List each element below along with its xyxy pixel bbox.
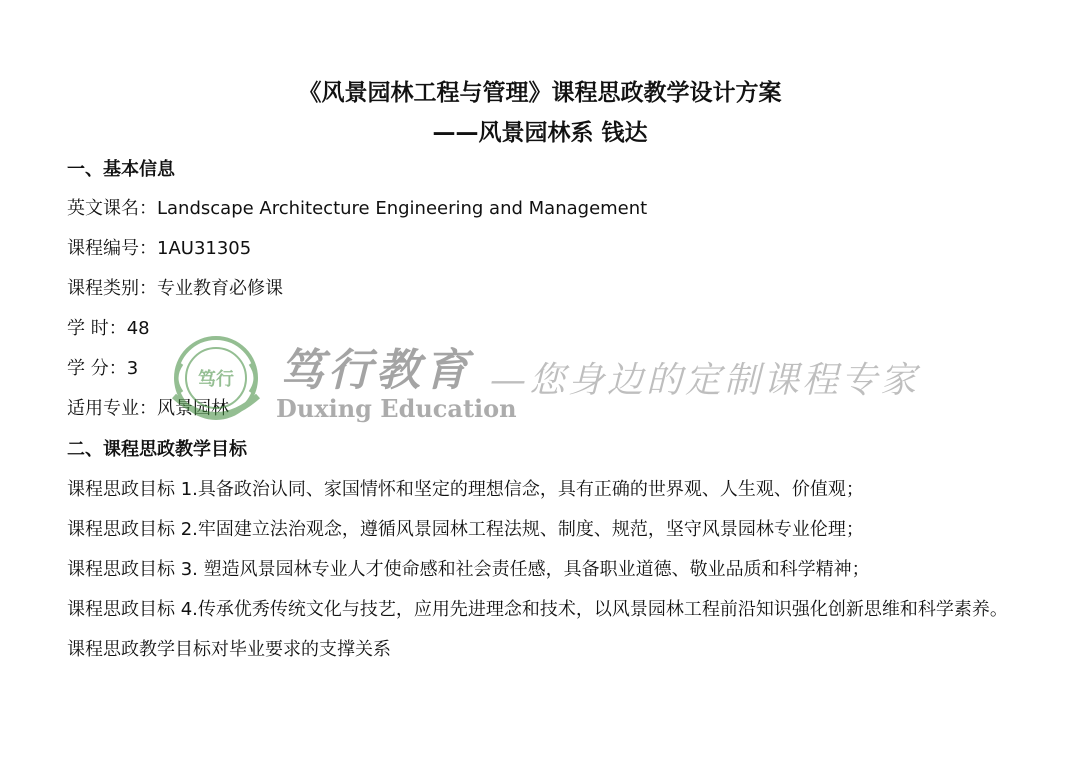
watermark-name-en: Duxing Education xyxy=(276,394,517,423)
section-heading-basic-info: 一、基本信息 xyxy=(67,159,175,180)
goal-item: 课程思政目标 3. 塑造风景园林专业人才使命感和社会责任感，具备职业道德、敬业品质和科学精神； xyxy=(67,559,870,580)
english-course-name: 英文课名：Landscape Architecture Engineering and Management xyxy=(67,198,648,219)
support-relation-text: 课程思政教学目标对毕业要求的支撑关系 xyxy=(67,639,391,660)
course-type: 课程类别：专业教育必修课 xyxy=(67,278,283,299)
watermark xyxy=(160,334,940,424)
logo-text: 笃行 xyxy=(198,369,234,390)
goal-item: 课程思政目标 4.传承优秀传统文化与技艺，应用先进理念和技术，以风景园林工程前沿知识强化创新思维和科学素养。 xyxy=(67,599,1008,620)
course-hours: 学 时：48 xyxy=(67,318,150,339)
document-title: 《风景园林工程与管理》课程思政教学设计方案 xyxy=(298,80,782,106)
applicable-major: 适用专业：风景园林 xyxy=(67,398,229,419)
watermark-slogan: —您身边的定制课程专家 xyxy=(490,360,920,401)
document-subtitle: ——风景园林系 钱达 xyxy=(432,120,648,146)
duxing-logo-icon xyxy=(168,334,264,426)
goal-item: 课程思政目标 1.具备政治认同、家国情怀和坚定的理想信念，具有正确的世界观、人生观、价值观； xyxy=(67,479,864,500)
section-heading-goals: 二、课程思政教学目标 xyxy=(67,439,247,460)
course-credits: 学 分：3 xyxy=(67,358,139,379)
course-code: 课程编号：1AU31305 xyxy=(67,238,252,259)
watermark-name-cn: 笃行教育 xyxy=(280,345,472,396)
goal-item: 课程思政目标 2.牢固建立法治观念，遵循风景园林工程法规、制度、规范，坚守风景园林专业伦理； xyxy=(67,519,864,540)
